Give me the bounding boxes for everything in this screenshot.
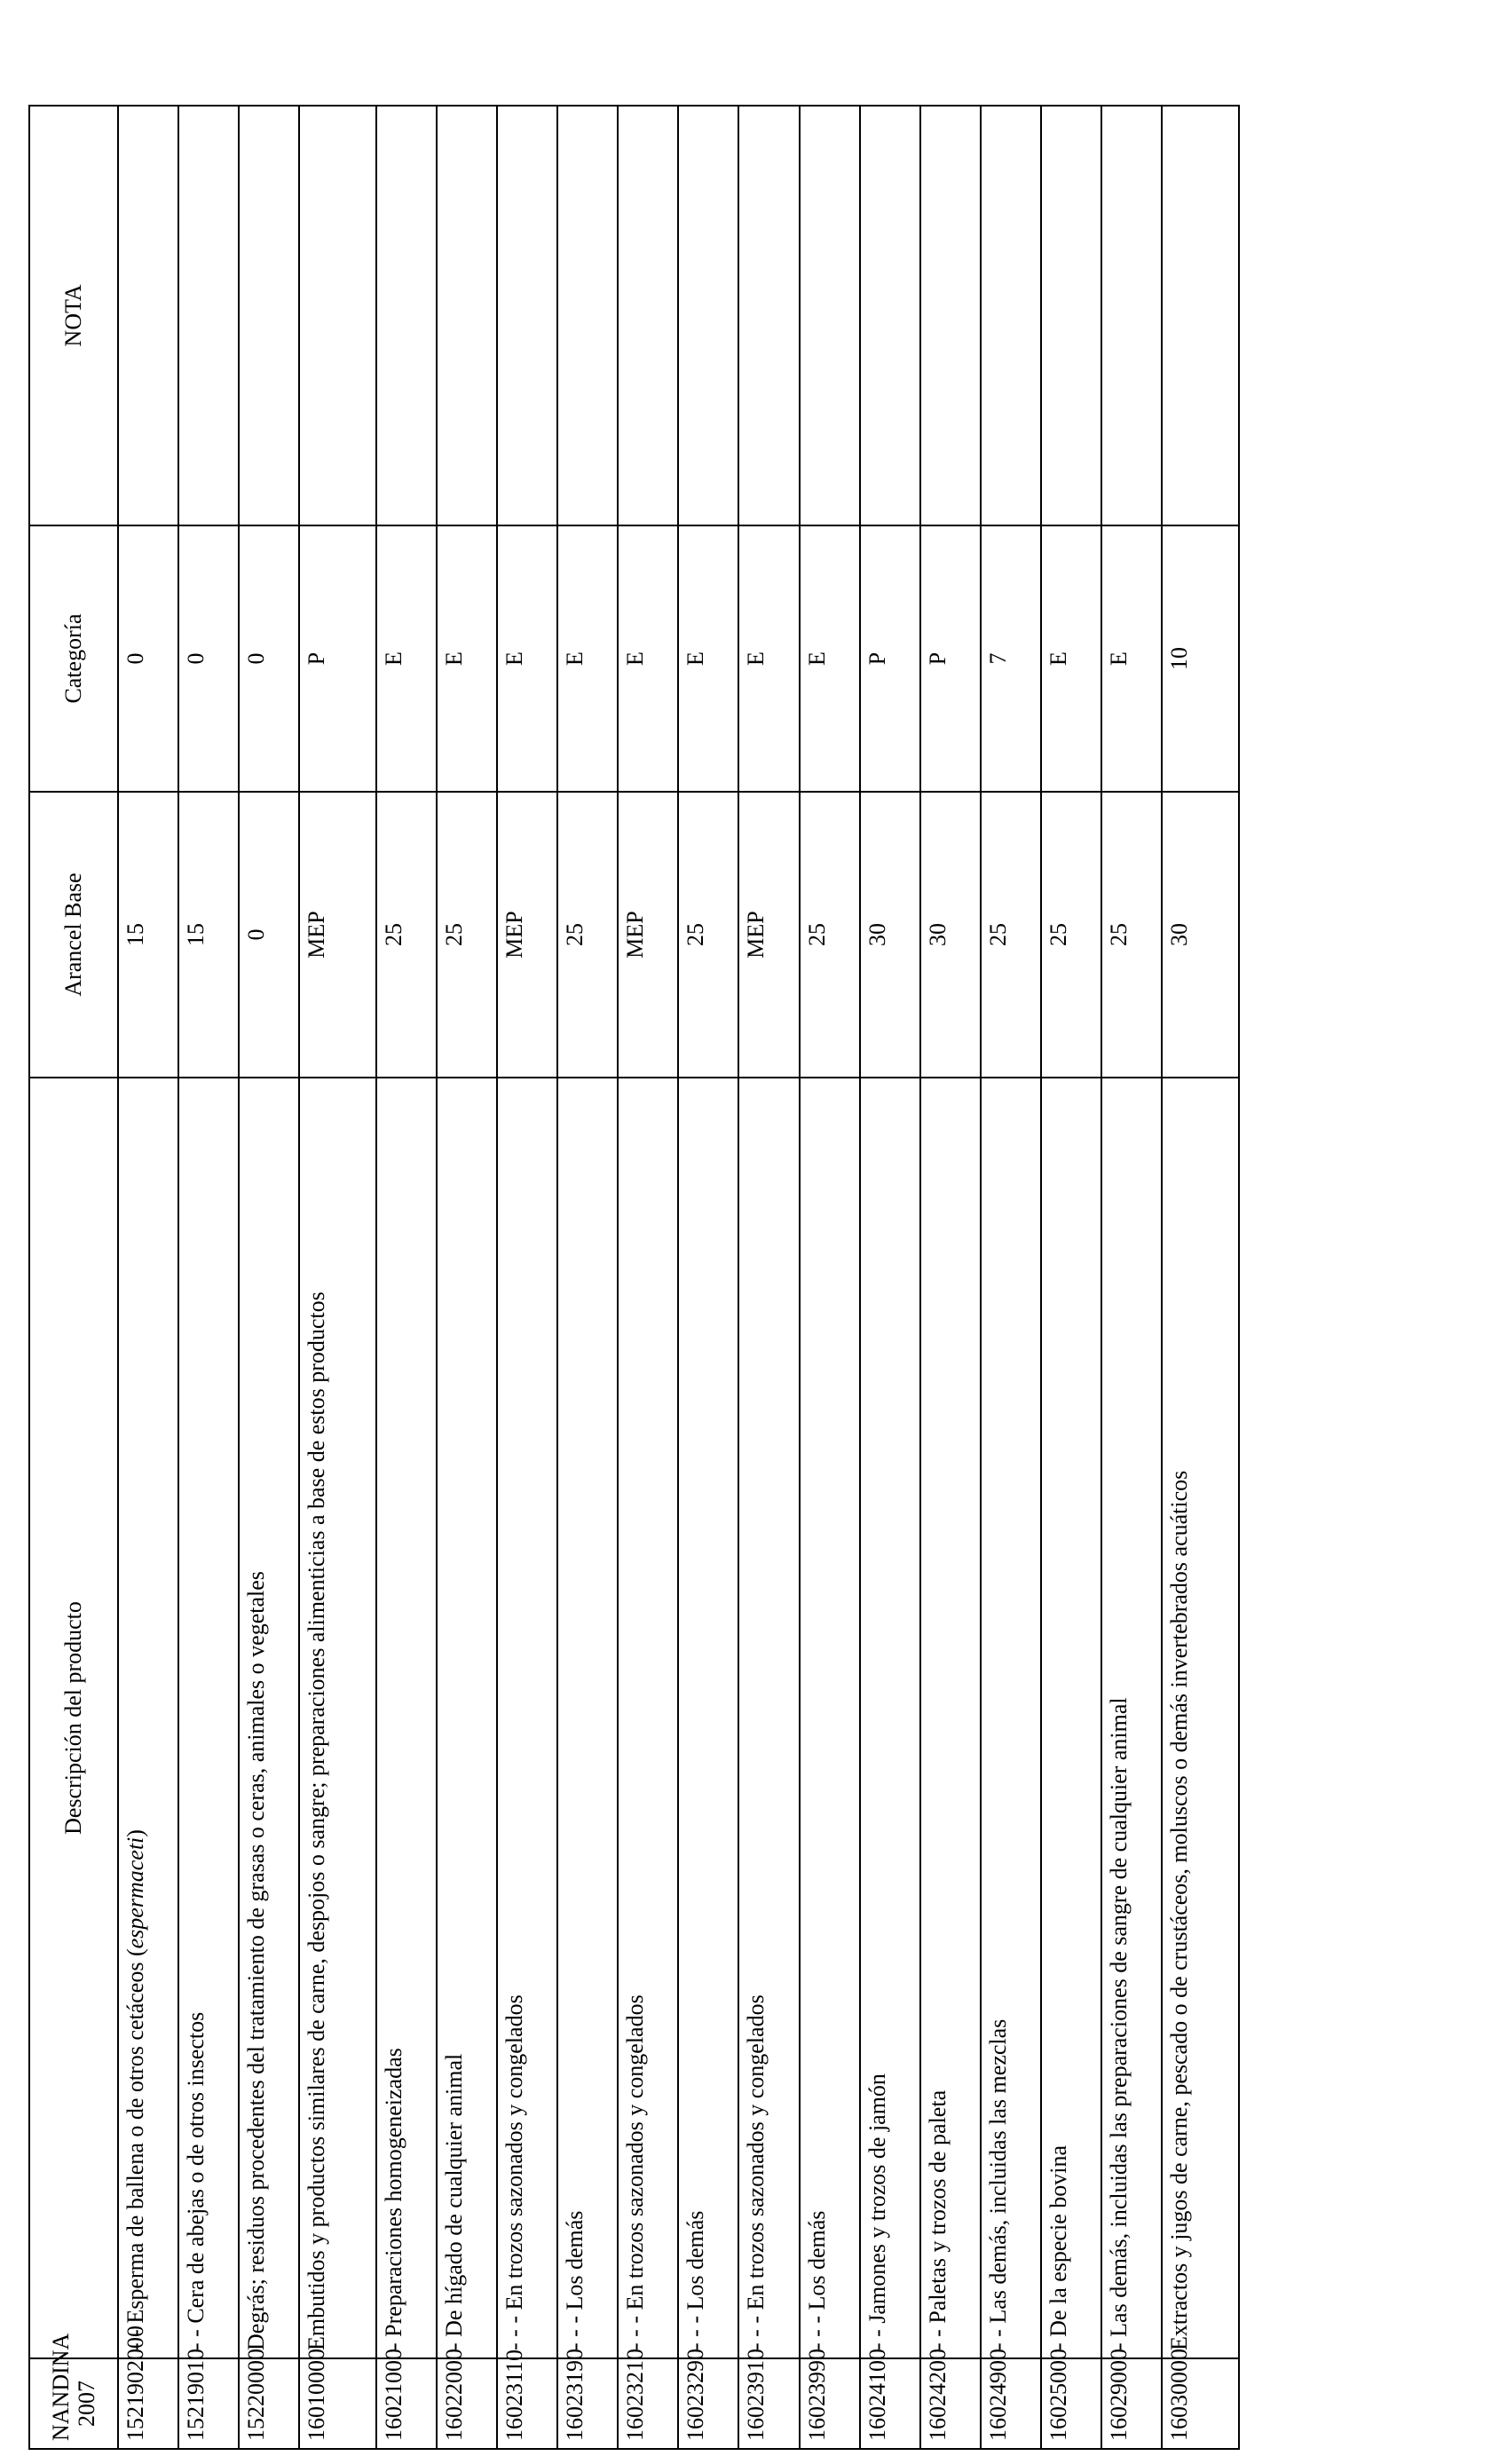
cell-code: 16025000	[1041, 2358, 1101, 2449]
cell-code: 16024900	[981, 2358, 1041, 2449]
cell-description: - - - Los demás	[678, 1078, 738, 2358]
cell-code: 16030000	[1162, 2358, 1239, 2449]
cell-description: - - Jamones y trozos de jamón	[860, 1078, 920, 2358]
cell-description: - - - Los demás	[800, 1078, 860, 2358]
cell-base-tariff: 25	[437, 792, 497, 1078]
cell-category: E	[1101, 525, 1162, 792]
cell-description: - Preparaciones homogeneizadas	[376, 1078, 437, 2358]
table-header-row	[29, 106, 118, 2449]
cell-note	[178, 106, 239, 525]
cell-category: E	[497, 525, 557, 792]
cell-note	[981, 106, 1041, 525]
table-row	[497, 106, 557, 2449]
cell-description: - - - En trozos sazonados y congelados	[618, 1078, 678, 2358]
cell-description: - - Paletas y trozos de paleta	[920, 1078, 981, 2358]
cell-note	[1162, 106, 1239, 525]
cell-description: - - Las demás, incluidas las mezclas	[981, 1078, 1041, 2358]
cell-code: 15219010	[178, 2358, 239, 2449]
table-row	[981, 106, 1041, 2449]
cell-base-tariff: 30	[920, 792, 981, 1078]
cell-base-tariff: MEP	[738, 792, 799, 1078]
cell-base-tariff: MEP	[618, 792, 678, 1078]
cell-description: - De hígado de cualquier animal	[437, 1078, 497, 2358]
table-row	[1101, 106, 1162, 2449]
table-row	[618, 106, 678, 2449]
cell-category: 0	[118, 525, 178, 792]
cell-note	[497, 106, 557, 525]
cell-category: E	[1041, 525, 1101, 792]
cell-base-tariff: MEP	[497, 792, 557, 1078]
cell-category: P	[299, 525, 376, 792]
cell-code: 16023910	[738, 2358, 799, 2449]
table-row	[800, 106, 860, 2449]
cell-category: E	[738, 525, 799, 792]
cell-code: 16023110	[497, 2358, 557, 2449]
cell-category: 0	[178, 525, 239, 792]
cell-note	[678, 106, 738, 525]
cell-base-tariff: 15	[178, 792, 239, 1078]
header-code: NANDINA 2007	[29, 2358, 118, 2449]
desc-tail-text: )	[122, 1829, 148, 1837]
cell-base-tariff: 15	[118, 792, 178, 1078]
cell-description: - Las demás, incluidas las preparaciones de sangre de cualquier animal	[1101, 1078, 1162, 2358]
table-row	[239, 106, 299, 2449]
table-row	[178, 106, 239, 2449]
cell-base-tariff: 25	[678, 792, 738, 1078]
cell-code: 16023210	[618, 2358, 678, 2449]
cell-note	[920, 106, 981, 525]
table-row	[437, 106, 497, 2449]
table-row	[920, 106, 981, 2449]
header-description: Descripción del producto	[29, 1078, 118, 2358]
table-row	[299, 106, 376, 2449]
cell-base-tariff: 25	[1101, 792, 1162, 1078]
cell-note	[618, 106, 678, 525]
cell-category: 7	[981, 525, 1041, 792]
cell-note	[1101, 106, 1162, 525]
cell-base-tariff: 25	[376, 792, 437, 1078]
cell-category: 0	[239, 525, 299, 792]
cell-category: P	[860, 525, 920, 792]
cell-note	[239, 106, 299, 525]
cell-code: 16021000	[376, 2358, 437, 2449]
table-row	[860, 106, 920, 2449]
cell-note	[299, 106, 376, 525]
table-row	[678, 106, 738, 2449]
cell-note	[1041, 106, 1101, 525]
cell-base-tariff: 0	[239, 792, 299, 1078]
cell-code: 16024100	[860, 2358, 920, 2449]
table-row	[557, 106, 618, 2449]
cell-code: 16024200	[920, 2358, 981, 2449]
cell-base-tariff: 25	[557, 792, 618, 1078]
cell-category: E	[376, 525, 437, 792]
cell-code: 15220000	[239, 2358, 299, 2449]
cell-note	[376, 106, 437, 525]
cell-note	[437, 106, 497, 525]
cell-code: 16022000	[437, 2358, 497, 2449]
cell-description: - - Cera de abejas o de otros insectos	[178, 1078, 239, 2358]
table-row	[118, 106, 178, 2449]
cell-description: Degrás; residuos procedentes del tratamiento de grasas o ceras, animales o vegetales	[239, 1078, 299, 2358]
cell-code: 16023290	[678, 2358, 738, 2449]
cell-note	[738, 106, 799, 525]
table-row	[738, 106, 799, 2449]
cell-base-tariff: 30	[1162, 792, 1239, 1078]
tariff-table	[28, 105, 1240, 2450]
cell-code: 16010000	[299, 2358, 376, 2449]
cell-category: E	[618, 525, 678, 792]
cell-code: 16023990	[800, 2358, 860, 2449]
cell-note	[860, 106, 920, 525]
cell-description: Embutidos y productos similares de carne, despojos o sangre; preparaciones alimenticias a base de estos productos	[299, 1078, 376, 2358]
table-row	[1041, 106, 1101, 2449]
cell-base-tariff: 25	[1041, 792, 1101, 1078]
table-row	[1162, 106, 1239, 2449]
cell-category: E	[800, 525, 860, 792]
cell-code: 1521902000	[118, 2358, 178, 2449]
cell-description: Extractos y jugos de carne, pescado o de crustáceos, moluscos o demás invertebrados acuáticos	[1162, 1078, 1239, 2358]
cell-category: E	[437, 525, 497, 792]
cell-description: - - - Los demás	[557, 1078, 618, 2358]
cell-base-tariff: MEP	[299, 792, 376, 1078]
cell-description: - - - En trozos sazonados y congelados	[497, 1078, 557, 2358]
header-category: Categoría	[29, 525, 118, 792]
cell-description: - De la especie bovina	[1041, 1078, 1101, 2358]
desc-text: - - Esperma de ballena o de otros cetáceos (	[122, 1948, 148, 2350]
cell-description	[118, 1078, 178, 2358]
cell-category: E	[557, 525, 618, 792]
cell-category: E	[678, 525, 738, 792]
header-note: NOTA	[29, 106, 118, 525]
header-base-tariff: Arancel Base	[29, 792, 118, 1078]
rotated-table-frame	[28, 107, 1240, 2450]
cell-category: P	[920, 525, 981, 792]
cell-description: - - - En trozos sazonados y congelados	[738, 1078, 799, 2358]
cell-note	[557, 106, 618, 525]
cell-note	[800, 106, 860, 525]
cell-code: 16023190	[557, 2358, 618, 2449]
cell-base-tariff: 25	[981, 792, 1041, 1078]
desc-italic-text: espermaceti	[122, 1836, 148, 1949]
cell-note	[118, 106, 178, 525]
cell-base-tariff: 25	[800, 792, 860, 1078]
table-row	[376, 106, 437, 2449]
cell-category: 10	[1162, 525, 1239, 792]
cell-code: 16029000	[1101, 2358, 1162, 2449]
cell-base-tariff: 30	[860, 792, 920, 1078]
